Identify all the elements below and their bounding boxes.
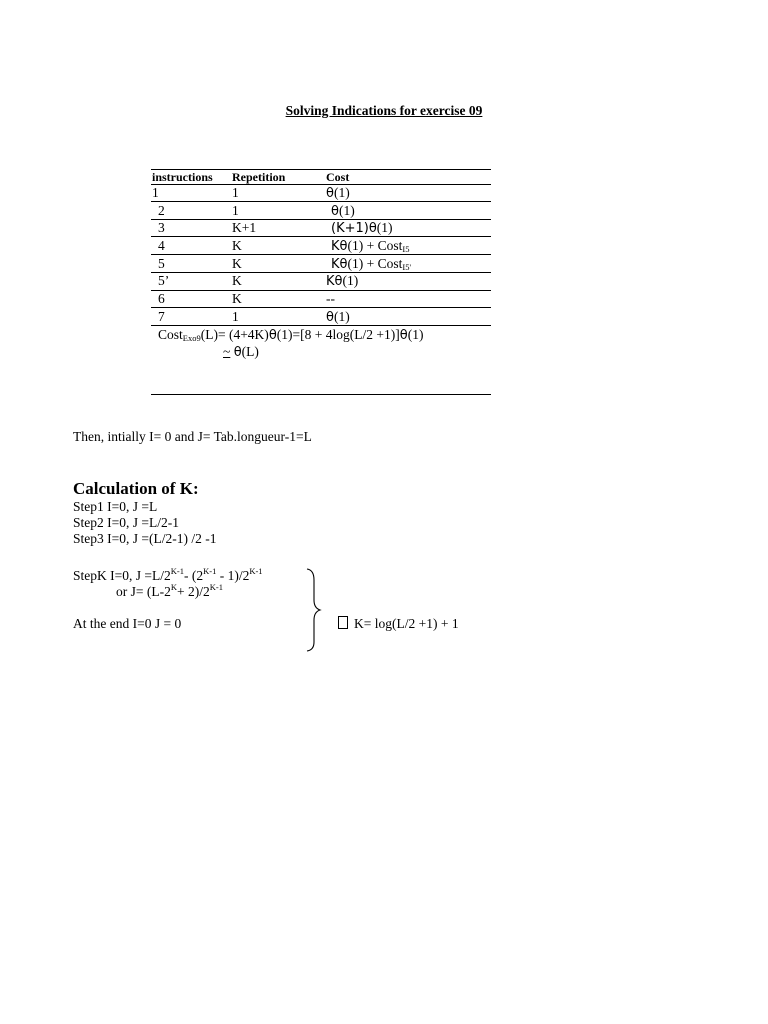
table-row-7-instruction: 7	[158, 309, 165, 324]
row-rule	[151, 307, 491, 308]
table-row-2-instruction: 2	[158, 203, 165, 218]
table-row-2-repetition: 1	[232, 203, 239, 218]
total-cost-approx: ~ θ(L)	[223, 344, 259, 360]
stepk-line: StepK I=0, $J =L/2^{K-1}-$ $(2^{K-1} - 1)/2^{K-1}$	[73, 566, 263, 583]
table-row-3-cost: (K+1)θ(1)	[331, 220, 393, 236]
table-row-5prime-instruction: 5’	[158, 273, 170, 288]
implies-icon	[338, 616, 348, 629]
table-row-1-instruction: 1	[152, 185, 159, 200]
table-bottom-rule	[151, 394, 491, 395]
step1-line: Step1 I=0, J =L	[73, 499, 158, 514]
table-row-1-repetition: 1	[232, 185, 239, 200]
table-row-2-cost: θ(1)	[331, 203, 355, 219]
table-row-5-cost: Kθ(1) + Cost$_{I5'}$	[331, 256, 411, 272]
row-rule	[151, 236, 491, 237]
row-rule	[151, 272, 491, 273]
header-instructions: instructions	[152, 170, 213, 184]
table-row-4-instruction: 4	[158, 238, 165, 253]
step3-line: Step3 I=0, J =(L/2-1) /2 -1	[73, 531, 217, 546]
row-rule	[151, 325, 491, 326]
table-row-6-instruction: 6	[158, 291, 165, 306]
header-cost: Cost	[326, 170, 350, 184]
table-row-6-repetition: K	[232, 291, 242, 306]
row-rule	[151, 219, 491, 220]
table-row-4-cost: Kθ(1) + Cost$_{I5}$	[331, 238, 410, 254]
table-row-3-instruction: 3	[158, 220, 165, 235]
intro-line: Then, intially I= 0 and J= Tab.longueur-1=L	[73, 429, 312, 444]
calculation-heading: Calculation of K:	[73, 479, 199, 498]
table-row-6-cost: --	[326, 291, 335, 306]
row-rule	[151, 290, 491, 291]
step2-line: Step2 I=0, J =L/2-1	[73, 515, 179, 530]
table-row-7-repetition: 1	[232, 309, 239, 324]
table-row-7-cost: θ(1)	[326, 309, 350, 325]
result-line: K= log(L/2 +1) + 1	[338, 616, 459, 632]
table-header-rule	[151, 184, 491, 185]
document-title: Solving Indications for exercise 09	[285, 103, 483, 118]
row-rule	[151, 254, 491, 255]
end-condition-line: At the end I=0 J = 0	[73, 616, 182, 631]
stepk-alt-line: or $J= (L-2^K+ 2)/2^{K-1}$	[116, 582, 223, 599]
row-rule	[151, 201, 491, 202]
table-row-5prime-cost: Kθ(1)	[326, 273, 359, 289]
table-row-5-instruction: 5	[158, 256, 165, 271]
table-row-3-repetition: K+1	[232, 220, 257, 235]
table-row-5-repetition: K	[232, 256, 242, 271]
table-row-5prime-repetition: K	[232, 273, 242, 288]
table-row-1-cost: θ(1)	[326, 185, 350, 201]
total-cost-formula: Cost$_{Exo9}$(L)= (4+4K)θ(1)=[8 + 4log(L/2 +1)]θ(1)	[158, 327, 424, 343]
header-repetition: Repetition	[232, 170, 286, 184]
right-brace-icon	[303, 566, 327, 654]
table-row-4-repetition: K	[232, 238, 242, 253]
